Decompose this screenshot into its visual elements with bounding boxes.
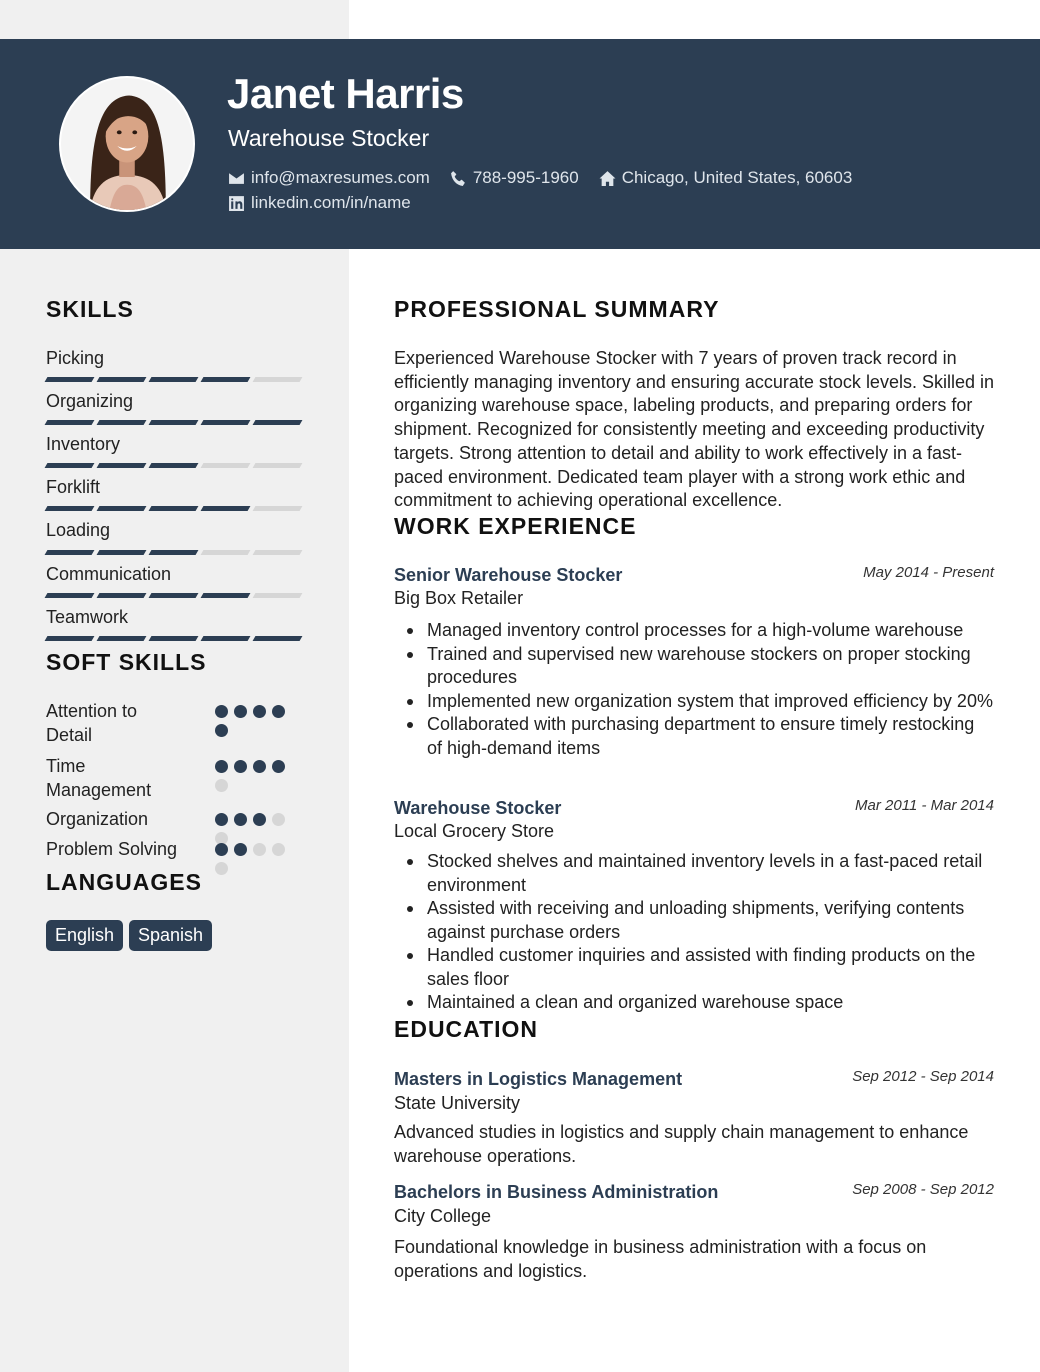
job-date: Mar 2011 - Mar 2014 <box>855 797 994 814</box>
contact-row <box>228 168 872 188</box>
skill-bar <box>46 506 301 511</box>
level-segment <box>253 463 303 468</box>
level-dot <box>234 813 247 826</box>
level-dot <box>253 843 266 856</box>
level-segment <box>201 636 251 641</box>
level-dot <box>215 760 228 773</box>
skill-label: Teamwork <box>46 607 129 627</box>
linkedin-icon <box>228 195 245 212</box>
soft-skill-dots <box>215 705 287 737</box>
soft-skill-dots <box>215 843 287 875</box>
list-item: Trained and supervised new warehouse stockers on proper stocking procedures <box>394 643 994 690</box>
degree-title: Bachelors in Business Administration <box>394 1182 719 1202</box>
job-title: Warehouse Stocker <box>394 798 562 818</box>
level-dot <box>234 760 247 773</box>
job-org: Local Grocery Store <box>394 821 555 841</box>
list-item: Implemented new organization system that improved efficiency by 20% <box>394 690 994 714</box>
level-dot <box>215 813 228 826</box>
school-name: City College <box>394 1206 492 1226</box>
education-date: Sep 2012 - Sep 2014 <box>852 1068 994 1085</box>
contact-email[interactable] <box>228 168 430 188</box>
level-segment <box>149 377 199 382</box>
list-item: Managed inventory control processes for a high-volume warehouse <box>394 619 994 643</box>
email-text: info@maxresumes.com <box>251 168 430 187</box>
level-segment <box>97 377 147 382</box>
list-item: Stocked shelves and maintained inventory levels in a fast-paced retail environment <box>394 850 994 897</box>
level-dot <box>215 724 228 737</box>
soft-skill-label: Problem Solving <box>46 839 178 859</box>
level-dot <box>215 862 228 875</box>
level-dot <box>272 760 285 773</box>
job-bullets <box>394 619 994 760</box>
level-dot <box>253 813 266 826</box>
level-segment <box>45 463 95 468</box>
level-segment <box>201 420 251 425</box>
candidate-role: Warehouse Stocker <box>228 125 430 151</box>
level-segment <box>201 463 251 468</box>
language-badge-english: English <box>46 920 123 951</box>
education-date: Sep 2008 - Sep 2012 <box>852 1181 994 1198</box>
resume-header <box>0 39 1040 249</box>
skill-bar <box>46 550 301 555</box>
soft-skill-label: Organization <box>46 809 149 829</box>
level-dot <box>272 843 285 856</box>
candidate-name: Janet Harris <box>227 70 464 117</box>
list-item: Collaborated with purchasing department to ensure timely restocking of high-demand items <box>394 713 994 760</box>
level-segment <box>149 593 199 598</box>
level-segment <box>45 506 95 511</box>
level-segment <box>253 420 303 425</box>
level-segment <box>253 550 303 555</box>
degree-title: Masters in Logistics Management <box>394 1069 683 1089</box>
level-segment <box>45 593 95 598</box>
skills-title: SKILLS <box>46 296 134 322</box>
level-segment <box>201 377 251 382</box>
contact-location <box>599 168 853 188</box>
soft-skills-title: SOFT SKILLS <box>46 649 207 675</box>
job-date: May 2014 - Present <box>863 564 994 581</box>
level-segment <box>97 636 147 641</box>
level-segment <box>97 550 147 555</box>
profile-photo <box>61 78 193 210</box>
home-icon <box>599 170 616 187</box>
skill-label: Organizing <box>46 391 134 411</box>
job-bullets <box>394 850 994 1015</box>
level-dot <box>253 705 266 718</box>
skill-bar <box>46 377 301 382</box>
level-segment <box>45 636 95 641</box>
summary-text: Experienced Warehouse Stocker with 7 years of proven track record in efficiently managing inventory and ensuring accurate stock levels. Skilled in organizing warehouse space, labeling products, and preparing orders for shipment. Recognized for consistently meeting and exceeding productivity targets. Strong attention to detail and ability to work effectively in a fast-paced environment. Dedicated team player with a strong work ethic and commitment to achieving operational excellence. <box>394 348 994 511</box>
level-segment <box>253 377 303 382</box>
level-segment <box>45 550 95 555</box>
level-segment <box>97 506 147 511</box>
job-org: Big Box Retailer <box>394 588 524 608</box>
contact-phone[interactable] <box>450 168 579 188</box>
education-desc: Foundational knowledge in business administration with a focus on operations and logistics. <box>394 1237 927 1281</box>
envelope-icon <box>228 170 245 187</box>
level-dot <box>215 705 228 718</box>
skill-bar <box>46 420 301 425</box>
level-segment <box>45 377 95 382</box>
job-title: Senior Warehouse Stocker <box>394 565 623 585</box>
skill-label: Loading <box>46 520 111 540</box>
level-segment <box>253 636 303 641</box>
soft-skill-label: Attention to Detail <box>46 701 138 745</box>
level-dot <box>234 705 247 718</box>
summary-title: PROFESSIONAL SUMMARY <box>394 296 720 322</box>
education-desc: Advanced studies in logistics and supply chain management to enhance warehouse operations. <box>394 1122 969 1166</box>
level-segment <box>149 636 199 641</box>
skill-label: Inventory <box>46 434 121 454</box>
level-segment <box>201 506 251 511</box>
location-text: Chicago, United States, 60603 <box>621 168 853 187</box>
skill-bar <box>46 636 301 641</box>
level-segment <box>253 593 303 598</box>
phone-icon <box>450 170 467 187</box>
experience-title: WORK EXPERIENCE <box>394 513 637 539</box>
level-segment <box>149 550 199 555</box>
level-dot <box>215 779 228 792</box>
school-name: State University <box>394 1093 521 1113</box>
level-segment <box>97 420 147 425</box>
level-segment <box>149 463 199 468</box>
soft-skill-dots <box>215 813 287 845</box>
level-segment <box>45 420 95 425</box>
level-segment <box>149 506 199 511</box>
level-segment <box>201 550 251 555</box>
level-dot <box>215 843 228 856</box>
linkedin-text: linkedin.com/in/name <box>251 193 411 212</box>
level-segment <box>253 506 303 511</box>
level-dot <box>253 760 266 773</box>
level-dot <box>272 813 285 826</box>
skill-label: Picking <box>46 348 105 368</box>
skill-bar <box>46 463 301 468</box>
avatar <box>59 76 195 212</box>
level-segment <box>149 420 199 425</box>
level-dot <box>272 705 285 718</box>
level-segment <box>97 593 147 598</box>
list-item: Maintained a clean and organized warehouse space <box>394 991 994 1015</box>
skill-label: Forklift <box>46 477 100 497</box>
list-item: Handled customer inquiries and assisted with finding products on the sales floor <box>394 944 994 991</box>
contact-linkedin[interactable] <box>228 193 411 213</box>
soft-skill-label: Time Management <box>46 756 152 800</box>
skill-label: Communication <box>46 564 172 584</box>
level-segment <box>201 593 251 598</box>
education-title: EDUCATION <box>394 1016 539 1042</box>
level-segment <box>97 463 147 468</box>
soft-skill-dots <box>215 760 287 792</box>
contact-row-2 <box>228 193 431 213</box>
languages-title: LANGUAGES <box>46 869 202 895</box>
list-item: Assisted with receiving and unloading shipments, verifying contents against purchase orders <box>394 897 994 944</box>
language-badge-spanish: Spanish <box>129 920 212 951</box>
level-dot <box>234 843 247 856</box>
phone-text: 788-995-1960 <box>472 168 579 187</box>
skill-bar <box>46 593 301 598</box>
